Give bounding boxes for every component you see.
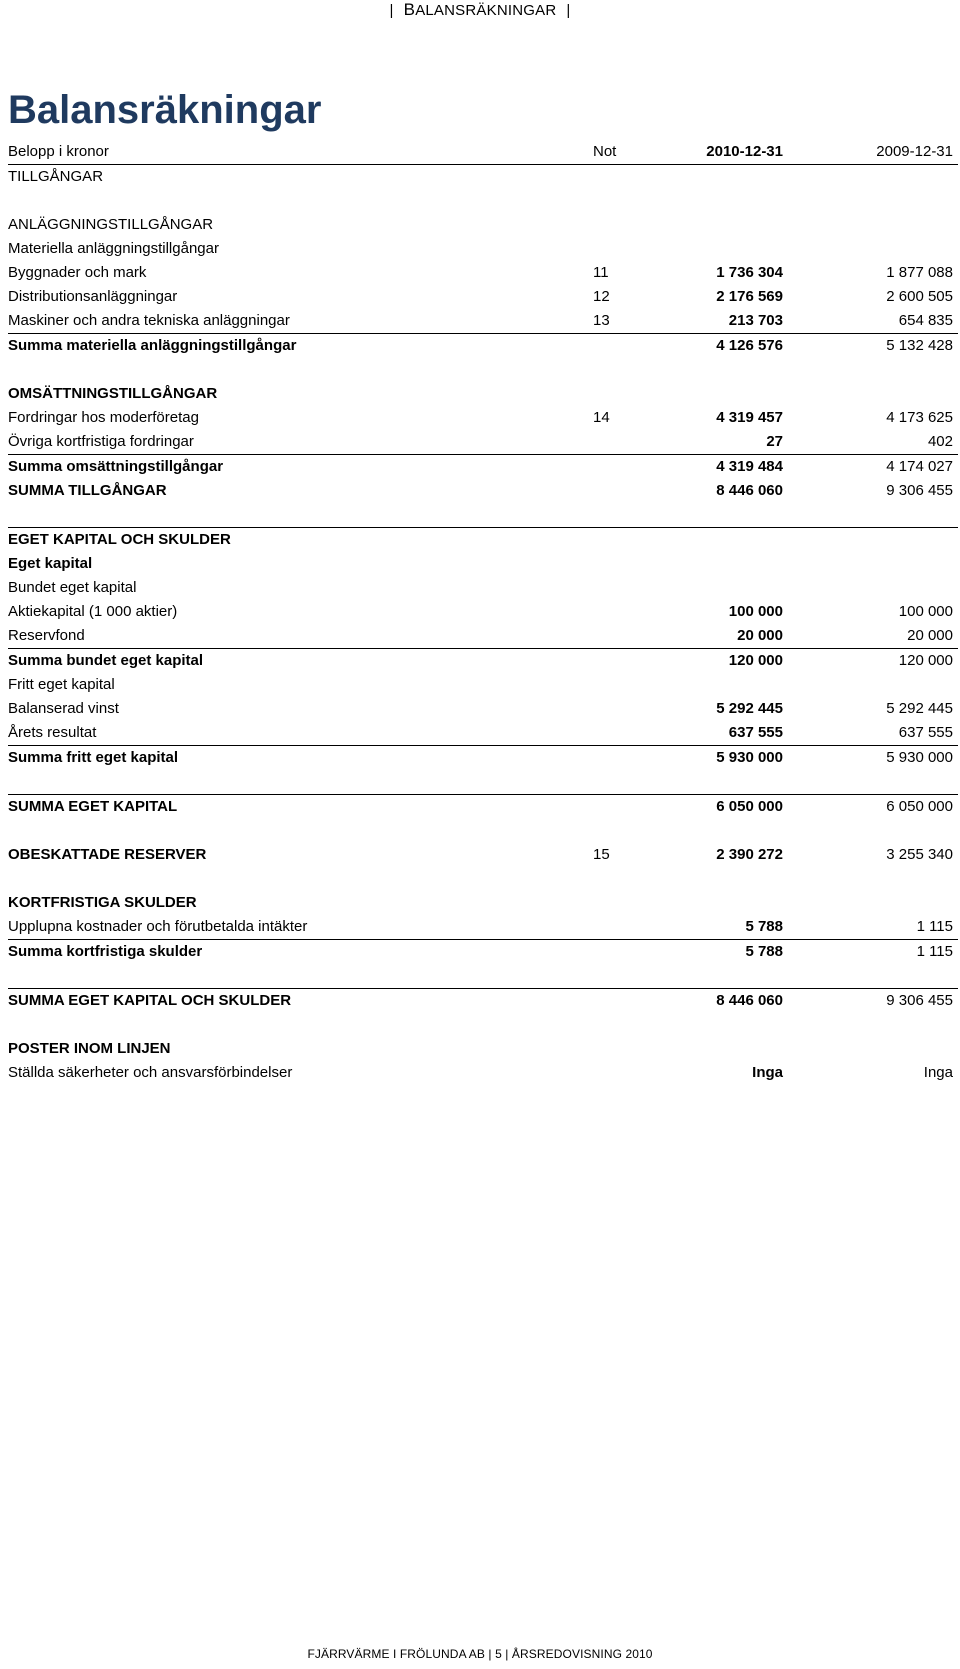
row-label: OMSÄTTNINGSTILLGÅNGAR xyxy=(8,385,218,402)
row-label: Materiella anläggningstillgångar xyxy=(8,240,219,257)
table-row xyxy=(8,261,958,285)
value-2010: 8 446 060 xyxy=(716,482,783,499)
table-row xyxy=(8,915,958,940)
row-label: Ställda säkerheter och ansvarsförbindelser xyxy=(8,1064,293,1081)
row-label: Maskiner och andra tekniska anläggningar xyxy=(8,312,290,329)
row-label: ANLÄGGNINGSTILLGÅNGAR xyxy=(8,216,214,233)
note-number: 12 xyxy=(593,288,610,305)
value-2009: 120 000 xyxy=(898,652,953,669)
row-label: SUMMA EGET KAPITAL OCH SKULDER xyxy=(8,992,292,1009)
value-2009: 4 174 027 xyxy=(886,458,953,475)
value-2009: 9 306 455 xyxy=(886,482,953,499)
row-label: Fritt eget kapital xyxy=(8,676,115,693)
row-label: Övriga kortfristiga fordringar xyxy=(8,433,194,450)
note-number: 15 xyxy=(593,846,610,863)
value-2010: 4 319 484 xyxy=(716,458,783,475)
value-2010: 5 292 445 xyxy=(716,700,783,717)
row-label: Summa omsättningstillgångar xyxy=(8,458,224,475)
row-label: Summa bundet eget kapital xyxy=(8,652,204,669)
row-label: Aktiekapital (1 000 aktier) xyxy=(8,603,178,620)
value-2010: 8 446 060 xyxy=(716,992,783,1009)
table-row xyxy=(8,406,958,430)
value-2009: 402 xyxy=(927,433,953,450)
spacer-row xyxy=(8,189,958,213)
page-header xyxy=(0,0,960,20)
value-2009: 4 173 625 xyxy=(886,409,953,426)
column-header-row xyxy=(8,140,958,165)
value-2009: 2009-12-31 xyxy=(876,143,953,160)
row-label: Bundet eget kapital xyxy=(8,579,137,596)
value-2010: 120 000 xyxy=(728,652,783,669)
value-2009: 1 115 xyxy=(916,943,953,960)
table-row xyxy=(8,624,958,649)
spacer-row xyxy=(8,819,958,843)
header-initial: B xyxy=(403,0,416,19)
value-2010: 4 126 576 xyxy=(716,337,783,354)
value-2009: 1 877 088 xyxy=(886,264,953,281)
value-2009: 5 930 000 xyxy=(886,749,953,766)
table-row xyxy=(8,576,958,600)
value-2009: 20 000 xyxy=(907,627,953,644)
table-row xyxy=(8,528,958,552)
note-number: 14 xyxy=(593,409,610,426)
spacer-row xyxy=(8,770,958,795)
table-row xyxy=(8,1037,958,1061)
value-2009: 654 835 xyxy=(898,312,953,329)
row-label: Summa fritt eget kapital xyxy=(8,749,179,766)
value-2009: Inga xyxy=(923,1064,953,1081)
value-2009: 5 292 445 xyxy=(886,700,953,717)
table-row xyxy=(8,600,958,624)
note-number: Not xyxy=(593,143,617,160)
header-title: ALANSRÄKNINGAR xyxy=(415,2,557,19)
value-2009: 3 255 340 xyxy=(886,846,953,863)
row-label: Upplupna kostnader och förutbetalda intäkter xyxy=(8,918,308,935)
value-2009: 1 115 xyxy=(916,918,953,935)
table-row xyxy=(8,382,958,406)
note-number: 11 xyxy=(593,264,609,281)
value-2010: 5 788 xyxy=(745,943,783,960)
value-2009: 2 600 505 xyxy=(886,288,953,305)
value-2010: 27 xyxy=(766,433,783,450)
row-label: KORTFRISTIGA SKULDER xyxy=(8,894,197,911)
table-row xyxy=(8,165,958,189)
row-label: EGET KAPITAL OCH SKULDER xyxy=(8,531,231,548)
spacer-row xyxy=(8,1013,958,1037)
table-row xyxy=(8,309,958,334)
value-2010: 2010-12-31 xyxy=(706,143,783,160)
table-row xyxy=(8,891,958,915)
balance-sheet-table xyxy=(8,140,958,1085)
row-label: POSTER INOM LINJEN xyxy=(8,1040,171,1057)
spacer-row xyxy=(8,358,958,382)
table-row xyxy=(8,721,958,746)
page-title: Balansräkningar xyxy=(8,88,322,132)
row-label: Fordringar hos moderföretag xyxy=(8,409,199,426)
table-row xyxy=(8,697,958,721)
table-row xyxy=(8,430,958,455)
value-2010: 2 390 272 xyxy=(716,846,783,863)
value-2009: 637 555 xyxy=(898,724,953,741)
value-2010: 637 555 xyxy=(728,724,783,741)
table-row xyxy=(8,795,958,819)
row-label: Eget kapital xyxy=(8,555,93,572)
spacer-row xyxy=(8,867,958,891)
header-divider: | xyxy=(566,2,571,19)
row-label: Reservfond xyxy=(8,627,85,644)
value-2009: 5 132 428 xyxy=(886,337,953,354)
value-2010: 5 930 000 xyxy=(716,749,783,766)
value-2010: 4 319 457 xyxy=(716,409,783,426)
table-row xyxy=(8,649,958,673)
value-2010: 1 736 304 xyxy=(716,264,783,281)
value-2009: 6 050 000 xyxy=(886,798,953,815)
value-2010: 5 788 xyxy=(745,918,783,935)
value-2010: Inga xyxy=(752,1064,783,1081)
row-label: Belopp i kronor xyxy=(8,143,109,160)
row-label: Årets resultat xyxy=(8,724,97,741)
table-row xyxy=(8,285,958,309)
table-row xyxy=(8,940,958,964)
table-row xyxy=(8,237,958,261)
row-label: Distributionsanläggningar xyxy=(8,288,178,305)
value-2010: 100 000 xyxy=(728,603,783,620)
value-2010: 213 703 xyxy=(728,312,783,329)
value-2010: 20 000 xyxy=(737,627,783,644)
page-footer: FJÄRRVÄRME I FRÖLUNDA AB | 5 | ÅRSREDOVISNING 2010 xyxy=(307,1647,653,1661)
row-label: Summa materiella anläggningstillgångar xyxy=(8,337,297,354)
row-label: SUMMA EGET KAPITAL xyxy=(8,798,178,815)
value-2009: 9 306 455 xyxy=(886,992,953,1009)
row-label: SUMMA TILLGÅNGAR xyxy=(8,482,167,499)
table-row xyxy=(8,552,958,576)
value-2010: 6 050 000 xyxy=(716,798,783,815)
row-label: Summa kortfristiga skulder xyxy=(8,943,203,960)
value-2010: 2 176 569 xyxy=(716,288,783,305)
table-row xyxy=(8,455,958,479)
value-2009: 100 000 xyxy=(898,603,953,620)
row-label: OBESKATTADE RESERVER xyxy=(8,846,207,863)
row-label: Balanserad vinst xyxy=(8,700,119,717)
spacer-row xyxy=(8,503,958,528)
table-row xyxy=(8,334,958,358)
table-row xyxy=(8,1061,958,1085)
table-row xyxy=(8,843,958,867)
spacer-row xyxy=(8,964,958,989)
table-row xyxy=(8,213,958,237)
table-row xyxy=(8,673,958,697)
header-divider: | xyxy=(389,2,394,19)
table-row xyxy=(8,479,958,503)
row-label: Byggnader och mark xyxy=(8,264,147,281)
table-row xyxy=(8,746,958,770)
note-number: 13 xyxy=(593,312,610,329)
table-row xyxy=(8,989,958,1013)
row-label: TILLGÅNGAR xyxy=(8,168,104,185)
